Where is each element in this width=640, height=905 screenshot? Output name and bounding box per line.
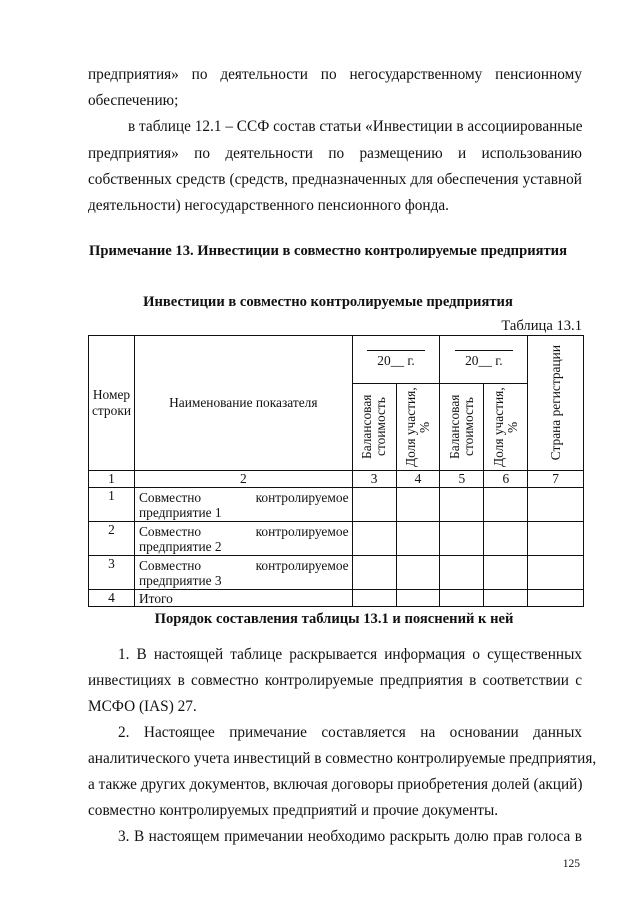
table-row	[89, 488, 584, 522]
para-line: обеспечению;	[88, 92, 179, 109]
header-share-1: Доля участия, %	[396, 384, 440, 471]
para-line: аналитического учета инвестиций в совместно контролируемые предприятия,	[88, 750, 597, 767]
para-line: а также других документов, включая договоры приобретения долей (акций)	[88, 776, 583, 793]
para-line: собственных средств (средств, предназначенных для обеспечения уставной	[88, 171, 582, 188]
para-line: деятельности) негосударственного пенсионного фонда.	[88, 197, 449, 214]
header-row-number: Номер строки	[89, 336, 135, 471]
header-name: Наименование показателя	[134, 336, 352, 471]
para-line: 2. Настоящее примечание составляется на основании данных	[118, 724, 582, 741]
row-number: 1	[89, 488, 135, 522]
col-number: 5	[440, 471, 484, 488]
header-book-value-1: Балансовая стоимость	[352, 384, 396, 471]
row-name: Совместно контролируемое предприятие 1	[134, 488, 352, 522]
col-number: 3	[352, 471, 396, 488]
row-number: 4	[89, 590, 135, 607]
table-row	[89, 556, 584, 590]
para-line: совместно контролируемых предприятий и прочие документы.	[88, 802, 499, 819]
para-line: предприятия» по деятельности по негосударственному пенсионному	[88, 66, 582, 83]
para-line: МСФО (IAS) 27.	[88, 698, 197, 715]
col-number: 7	[528, 471, 584, 488]
header-share-2: Доля участия, %	[484, 384, 528, 471]
table-caption: Таблица 13.1	[501, 318, 582, 334]
total-label: Итого	[134, 590, 352, 607]
para-line: инвестициях в совместно контролируемые предприятия в соответствии с	[88, 672, 582, 689]
header-country: Страна регистрации	[528, 336, 584, 471]
note-title: Примечание 13. Инвестиции в совместно контролируемые предприятия	[89, 243, 567, 259]
row-number: 3	[89, 556, 135, 590]
procedure-title: Порядок составления таблицы 13.1 и пояснений к ней	[154, 611, 514, 627]
investments-table	[88, 335, 584, 607]
para-line: 3. В настоящем примечании необходимо раскрыть долю прав голоса в	[118, 828, 582, 845]
total-row	[89, 590, 584, 607]
header-book-value-2: Балансовая стоимость	[440, 384, 484, 471]
row-number: 2	[89, 522, 135, 556]
header-year-2: 20__ г.	[440, 336, 528, 384]
header-year-1: 20__ г.	[352, 336, 440, 384]
table-title: Инвестиции в совместно контролируемые предприятия	[143, 294, 513, 310]
para-line: 1. В настоящей таблице раскрывается информация о существенных	[118, 646, 582, 663]
col-number: 6	[484, 471, 528, 488]
para-line: в таблице 12.1 – ССФ состав статьи «Инвестиции в ассоциированные	[128, 118, 583, 135]
col-number: 1	[89, 471, 135, 488]
table-row	[89, 522, 584, 556]
page-number: 125	[562, 858, 580, 870]
row-name: Совместно контролируемое предприятие 3	[134, 556, 352, 590]
para-line: предприятия» по деятельности по размещению и использованию	[88, 145, 582, 162]
row-name: Совместно контролируемое предприятие 2	[134, 522, 352, 556]
col-number: 4	[396, 471, 440, 488]
col-number: 2	[134, 471, 352, 488]
column-numbers-row	[89, 471, 584, 488]
